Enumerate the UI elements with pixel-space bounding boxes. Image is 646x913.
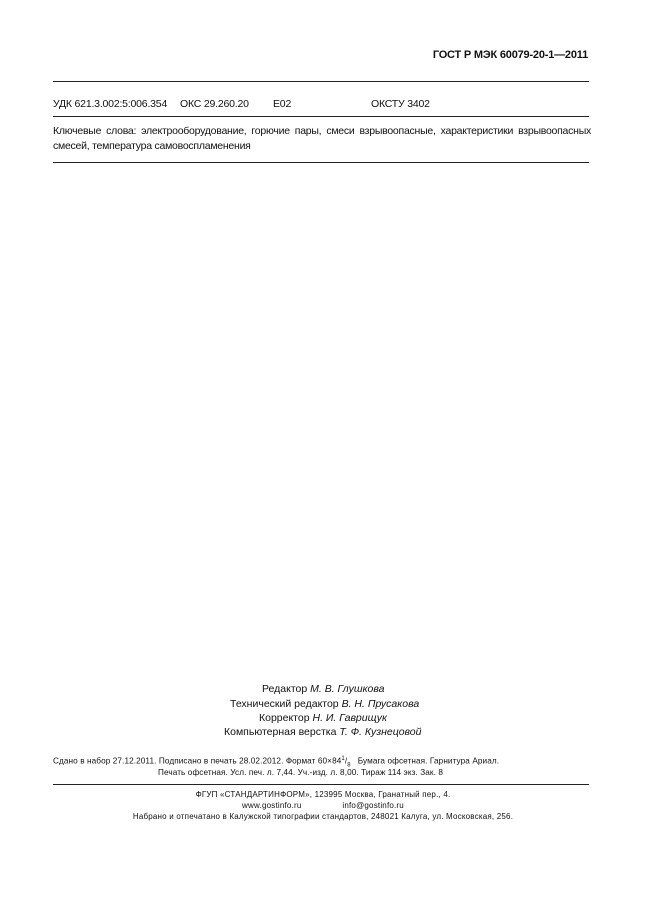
header-divider [53,81,589,82]
okstu-code: ОКСТУ 3402 [371,98,430,110]
keywords-text: Ключевые слова: электрооборудование, горючие пары, смеси взрывоопасные, характеристики взрывоопасных смесей, температура самовоспламенения [53,125,591,152]
footer-divider [53,784,589,785]
format-fraction-den: 8 [347,762,351,769]
publisher-line-1: ФГУП «СТАНДАРТИНФОРМ», 123995 Москва, Гранатный пер., 4. [195,790,451,799]
editor-line [262,683,384,695]
corrector-line [259,712,387,724]
publisher-contacts [0,801,646,810]
print-info-line-2: Печать офсетная. Усл. печ. л. 7,44. Уч.-изд. л. 8,00. Тираж 114 экз. Зак. 8 [158,768,443,777]
keywords-divider [53,162,589,163]
standard-code: ГОСТ Р МЭК 60079-20-1—2011 [432,49,588,61]
editor-label: Редактор [262,683,308,695]
layout-line [224,726,421,738]
print-info-line-1: Сдано в набор 27.12.2011. Подписано в печать 28.02.2012. Формат $60\times 84^1/_8$ Бумага офсетная. Гарнитура Ариал. [53,756,500,769]
tech-editor-name: В. Н. Прусакова [341,698,420,710]
print-info-text-b: Бумага офсетная. Гарнитура Ариал. [357,756,500,766]
corrector-name: Н. И. Гаврищук [312,712,387,724]
publisher-line-3: Набрано и отпечатано в Калужской типографии стандартов, 248021 Калуга, ул. Московская, 256. [132,812,514,821]
print-info-text-a: Сдано в набор 27.12.2011. Подписано в печать 28.02.2012. Формат 60×84 [53,756,342,766]
meta-divider [53,116,589,117]
publisher-email[interactable]: info@gostinfo.ru [342,801,404,810]
editor-name: М. В. Глушкова [310,683,385,695]
oks-code: ОКС 29.260.20 [180,98,249,110]
publisher-website[interactable]: www.gostinfo.ru [242,801,302,810]
corrector-label: Корректор [259,712,310,724]
layout-name: Т. Ф. Кузнецовой [339,726,422,738]
tech-editor-line [230,698,419,710]
e-code: Е02 [273,98,292,110]
format-fraction-num: 1 [341,756,345,762]
tech-editor-label: Технический редактор [230,698,339,710]
udk-code: УДК 621.3.002:5:006.354 [53,98,168,110]
layout-label: Компьютерная верстка [224,726,337,738]
